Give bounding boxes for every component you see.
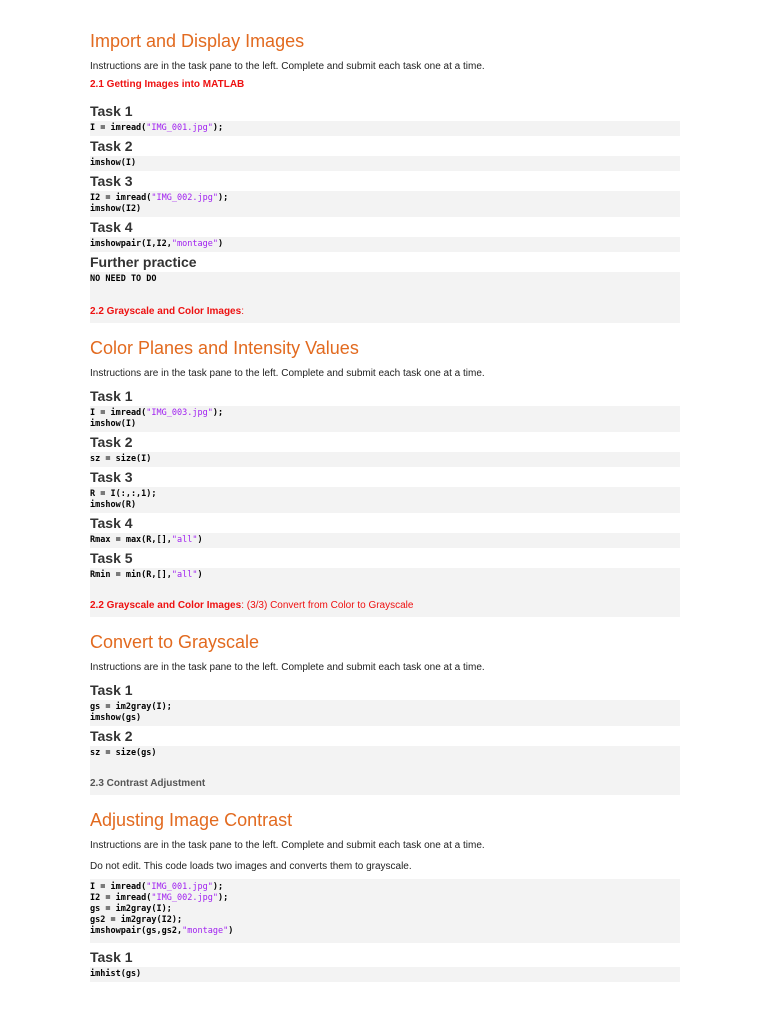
preload-code-block [90, 879, 680, 943]
code-token: ); [212, 123, 224, 133]
code-block [90, 156, 680, 171]
code-line [90, 713, 680, 724]
string-literal: "montage" [171, 239, 218, 249]
code-block [90, 237, 680, 252]
code-token: I2 = imread( [90, 893, 152, 903]
code-token: gs = im2gray(I); [90, 904, 172, 914]
string-literal: "IMG_002.jpg" [151, 193, 218, 203]
code-line [90, 915, 680, 926]
code-token: I = imread( [90, 408, 147, 418]
code-line [90, 454, 680, 465]
code-line [90, 969, 680, 980]
task-heading: Task 1 [90, 682, 133, 698]
code-block [90, 191, 680, 217]
further-practice-heading: Further practice [90, 254, 197, 270]
code-token: sz = size(I) [90, 454, 152, 464]
task-list [90, 682, 680, 769]
code-token: imshow(I) [90, 419, 137, 429]
code-block [90, 121, 680, 136]
string-literal: "IMG_001.jpg" [146, 123, 213, 133]
next-lesson-link[interactable]: 2.3 Contrast Adjustment [90, 778, 206, 789]
code-token: ); [212, 882, 224, 892]
code-line [90, 239, 680, 250]
code-token: Rmax = max(R,[], [90, 535, 172, 545]
next-link-row [90, 295, 680, 323]
code-token: ) [197, 570, 203, 580]
string-literal: "IMG_003.jpg" [146, 408, 213, 418]
code-line [90, 893, 680, 904]
code-token: ); [217, 893, 229, 903]
code-line [90, 193, 680, 204]
document [90, 30, 680, 984]
code-token: ) [197, 535, 203, 545]
task-heading: Task 5 [90, 550, 133, 566]
code-line [90, 748, 680, 759]
code-line [90, 489, 680, 500]
code-token: gs = im2gray(I); [90, 702, 172, 712]
code-block [90, 967, 680, 982]
code-line [90, 419, 680, 430]
code-block [90, 746, 680, 769]
instructions: Instructions are in the task pane to the left. Complete and submit each task one at a time. [90, 61, 485, 72]
instructions: Instructions are in the task pane to the left. Complete and submit each task one at a time. [90, 840, 485, 851]
code-token: sz = size(gs) [90, 748, 157, 758]
next-lesson-link[interactable]: 2.2 Grayscale and Color Images: [90, 306, 244, 317]
code-token: imshowpair(gs,gs2, [90, 926, 183, 936]
section-color-planes [90, 337, 680, 617]
task-list [90, 103, 680, 252]
code-token: imshow(R) [90, 500, 137, 510]
code-token: imshowpair(I,I2, [90, 239, 172, 249]
code-token: I = imread( [90, 882, 147, 892]
section-title: Color Planes and Intensity Values [90, 338, 359, 358]
code-line [90, 123, 680, 134]
next-link-row [90, 769, 680, 795]
section-convert-grayscale [90, 631, 680, 795]
task-list [90, 949, 680, 982]
code-line [90, 204, 680, 215]
lesson-link[interactable]: 2.1 Getting Images into MATLAB [90, 79, 245, 90]
string-literal: "montage" [182, 926, 229, 936]
instructions: Instructions are in the task pane to the left. Complete and submit each task one at a time. [90, 368, 485, 379]
code-token: ) [228, 926, 234, 936]
task-heading: Task 1 [90, 949, 133, 965]
code-line [90, 904, 680, 915]
code-token: R = I(:,:,1); [90, 489, 157, 499]
code-line [90, 408, 680, 419]
task-heading: Task 2 [90, 434, 133, 450]
next-lesson-link[interactable]: 2.2 Grayscale and Color Images: (3/3) Convert from Color to Grayscale [90, 600, 414, 611]
note: Do not edit. This code loads two images and converts them to grayscale. [90, 861, 412, 872]
next-link-row [90, 591, 680, 617]
code-block [90, 406, 680, 432]
code-line [90, 500, 680, 511]
code-token: ) [217, 239, 224, 249]
code-block [90, 487, 680, 513]
code-token: ); [217, 193, 229, 203]
string-literal: "IMG_002.jpg" [151, 893, 218, 903]
section-import-display [90, 30, 680, 323]
code-token: imshow(I2) [90, 204, 142, 214]
section-title: Convert to Grayscale [90, 632, 260, 652]
code-line [90, 702, 680, 713]
section-adjust-contrast [90, 809, 680, 982]
task-heading: Task 3 [90, 469, 133, 485]
task-heading: Task 3 [90, 173, 133, 189]
task-heading: Task 1 [90, 103, 133, 119]
code-token: I = imread( [90, 123, 147, 133]
code-token: imshow(gs) [90, 713, 142, 723]
code-line [90, 926, 680, 937]
task-heading: Task 1 [90, 388, 133, 404]
code-block [90, 533, 680, 548]
instructions: Instructions are in the task pane to the left. Complete and submit each task one at a time. [90, 662, 485, 673]
string-literal: "all" [171, 535, 198, 545]
task-list [90, 388, 680, 591]
code-block [90, 272, 680, 295]
task-heading: Task 2 [90, 728, 133, 744]
code-line [90, 535, 680, 546]
code-line [90, 158, 680, 169]
code-token: imshow(I) [90, 158, 137, 168]
code-token: Rmin = min(R,[], [90, 570, 172, 580]
code-line [90, 882, 680, 893]
task-heading: Task 2 [90, 138, 133, 154]
code-block [90, 700, 680, 726]
code-token: gs2 = im2gray(I2); [90, 915, 183, 925]
string-literal: "all" [171, 570, 198, 580]
code-block [90, 452, 680, 467]
task-heading: Task 4 [90, 515, 133, 531]
code-line: NO NEED TO DO [90, 274, 157, 284]
code-token: imhist(gs) [90, 969, 142, 979]
section-title: Import and Display Images [90, 31, 305, 51]
string-literal: "IMG_001.jpg" [146, 882, 213, 892]
code-block [90, 568, 680, 591]
section-title: Adjusting Image Contrast [90, 810, 293, 830]
code-token: ); [212, 408, 224, 418]
task-heading: Task 4 [90, 219, 133, 235]
code-token: I2 = imread( [90, 193, 152, 203]
code-line [90, 570, 680, 581]
